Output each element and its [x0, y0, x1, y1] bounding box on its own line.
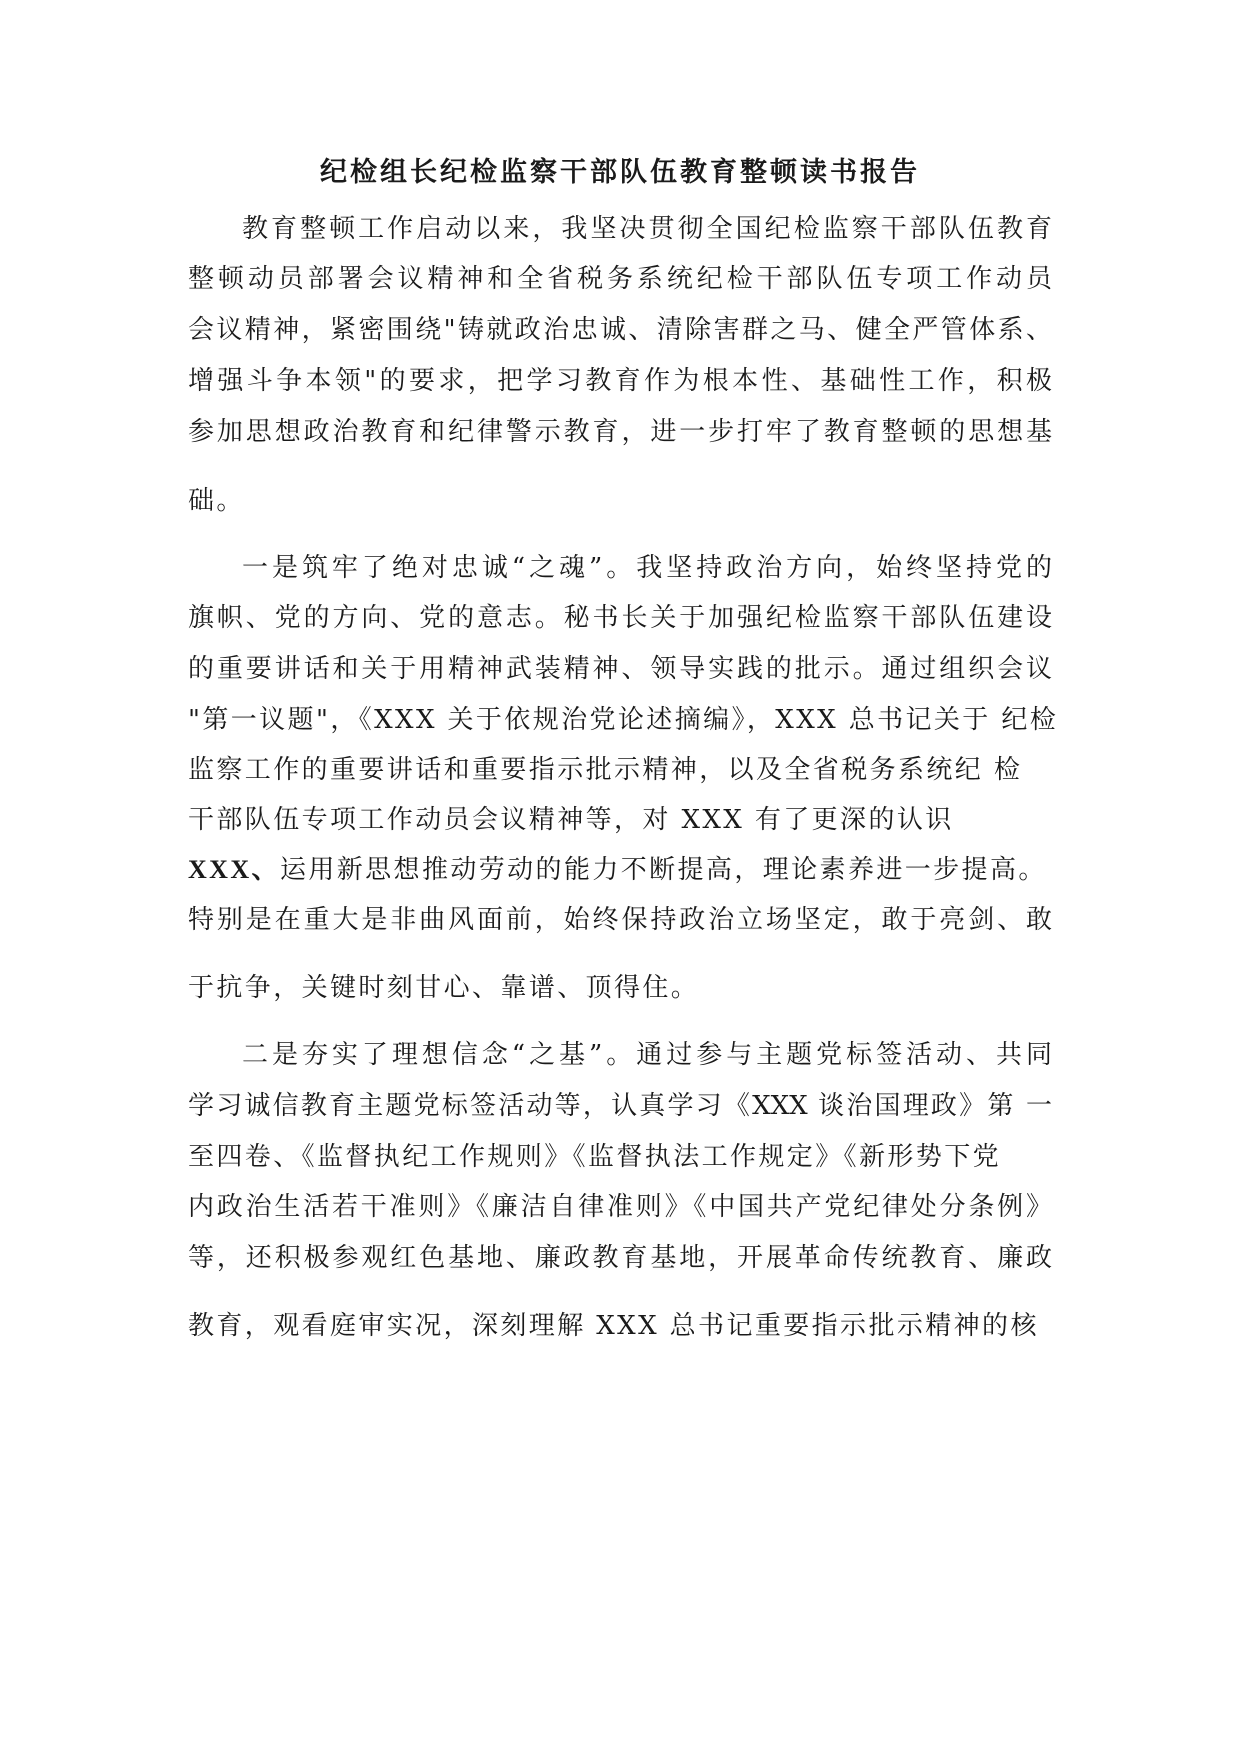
paragraph-line: 会议精神，紧密围绕"铸就政治忠诚、清除害群之马、健全严管体系、	[188, 315, 1052, 345]
paragraph-line-rest: 运用新思想推动劳动的能力不断提高，理论素养进一步提高。	[279, 855, 1047, 885]
paragraph-line: 内政治生活若干准则》《廉洁自律准则》《中国共产党纪律处分条例》	[188, 1192, 1052, 1222]
paragraph-line: 二是夯实了理想信念“之基”。通过参与主题党标签活动、共同	[242, 1040, 1052, 1070]
paragraph-line: 一是筑牢了绝对忠诚“之魂”。我坚持政治方向，始终坚持党的	[242, 553, 1052, 583]
paragraph-line-with-bold-lead	[188, 849, 1047, 886]
paragraph-line: "第一议题"，《XXX 关于依规治党论述摘编》，XXX 总书记关于 纪检	[188, 705, 1059, 735]
paragraph-line: 增强斗争本领"的要求，把学习教育作为根本性、基础性工作，积极	[188, 366, 1052, 396]
paragraph-line: 的重要讲话和关于用精神武装精神、领导实践的批示。通过组织会议	[188, 654, 1052, 684]
paragraph-line: 教育整顿工作启动以来，我坚决贯彻全国纪检监察干部队伍教育	[242, 214, 1052, 244]
paragraph-line: 旗帜、党的方向、党的意志。秘书长关于加强纪检监察干部队伍建设	[188, 603, 1052, 633]
paragraph-line: 参加思想政治教育和纪律警示教育，进一步打牢了教育整顿的思想基	[188, 417, 1052, 447]
paragraph-line: 整顿动员部署会议精神和全省税务系统纪检干部队伍专项工作动员	[188, 264, 1052, 294]
paragraph-line: 至四卷、《监督执纪工作规则》《监督执法工作规定》《新形势下党	[188, 1142, 1002, 1172]
paragraph-line: 等，还积极参观红色基地、廉政教育基地，开展革命传统教育、廉政	[188, 1243, 1052, 1273]
document-title: 纪检组长纪检监察干部队伍教育整顿读书报告	[320, 157, 920, 188]
paragraph-line: 学习诚信教育主题党标签活动等，认真学习《XXX 谈治国理政》第 一	[188, 1091, 1052, 1121]
paragraph-line: 特别是在重大是非曲风面前，始终保持政治立场坚定，敢于亮剑、敢	[188, 905, 1052, 935]
paragraph-line: 干部队伍专项工作动员会议精神等，对 XXX 有了更深的认识	[188, 805, 954, 835]
paragraph-line: 础。	[188, 486, 245, 516]
paragraph-line: 于抗争，关键时刻甘心、靠谱、顶得住。	[188, 973, 700, 1003]
paragraph-line: 监察工作的重要讲话和重要指示批示精神，以及全省税务系统纪 检	[188, 755, 1023, 785]
paragraph-line: 教育，观看庭审实况，深刻理解 XXX 总书记重要指示批示精神的核	[188, 1311, 1039, 1341]
bold-lead-text: XXX、	[188, 855, 280, 884]
